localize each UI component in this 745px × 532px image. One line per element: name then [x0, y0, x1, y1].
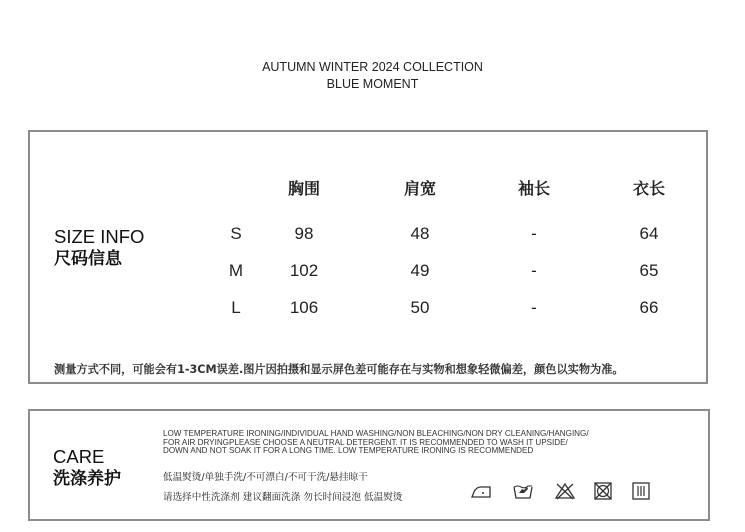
size-info-title-cn: 尺码信息	[54, 249, 122, 269]
table-cell: 98	[294, 224, 314, 243]
care-en-line: DOWN AND NOT SOAK IT FOR A LONG TIME. LOW TEMPERATURE IRONING IS RECOMMENDED	[163, 446, 534, 455]
collection-title: AUTUMN WINTER 2024 COLLECTION	[262, 60, 483, 74]
size-info-title-en: SIZE INFO	[54, 226, 145, 247]
care-en-line: LOW TEMPERATURE IRONING/INDIVIDUAL HAND WASHING/NON BLEACHING/NON DRY CLEANING/HANGING/	[163, 429, 589, 438]
care-title-cn: 洗涤养护	[53, 469, 121, 489]
measurement-note: 测量方式不同，可能会有1-3CM误差.图片因拍摄和显示屏色差可能存在与实物和想象轻微偏差，颜色以实物为准。	[54, 363, 624, 376]
size-info-panel	[28, 130, 708, 384]
care-instructions-cn-1: 低温熨烫/单独手洗/不可漂白/不可干洗/悬挂晾干	[163, 472, 368, 483]
care-title-en: CARE	[53, 446, 105, 467]
care-title	[53, 446, 121, 490]
column-header-sleeve: 袖长	[517, 179, 551, 198]
care-icons	[470, 481, 660, 503]
table-cell: 106	[289, 298, 319, 317]
care-en-line: FOR AIR DRYINGPLEASE CHOOSE A NEUTRAL DETERGENT. IT IS RECOMMENDED TO WASH IT UPSIDE/	[163, 437, 568, 447]
size-label-m: M	[228, 261, 244, 280]
care-instructions-cn-2: 请选择中性洗涤剂 建议翻面洗涤 勿长时间浸泡 低温熨烫	[163, 492, 403, 503]
size-table	[30, 132, 706, 382]
care-panel	[28, 409, 710, 521]
no-bleach-icon	[554, 481, 576, 501]
size-label-l: L	[231, 298, 241, 317]
table-cell: 50	[410, 298, 430, 317]
table-cell: 48	[410, 224, 430, 243]
table-cell: 64	[639, 224, 659, 243]
iron-low-icon	[470, 481, 492, 501]
table-cell: 65	[639, 261, 659, 280]
no-dry-clean-icon	[592, 481, 614, 501]
table-cell: 102	[289, 261, 319, 280]
column-header-shoulder: 肩宽	[403, 179, 437, 198]
hang-dry-icon	[630, 481, 652, 501]
hand-wash-icon	[512, 481, 534, 501]
collection-header	[0, 59, 745, 93]
care-instructions-en	[163, 430, 589, 456]
size-label-s: S	[230, 224, 242, 243]
table-cell: -	[531, 224, 537, 243]
table-cell: -	[531, 298, 537, 317]
table-cell: -	[531, 261, 537, 280]
column-header-length: 衣长	[632, 179, 666, 198]
table-cell: 66	[639, 298, 659, 317]
collection-subtitle: BLUE MOMENT	[326, 77, 419, 91]
column-header-chest: 胸围	[287, 179, 321, 198]
table-cell: 49	[410, 261, 430, 280]
